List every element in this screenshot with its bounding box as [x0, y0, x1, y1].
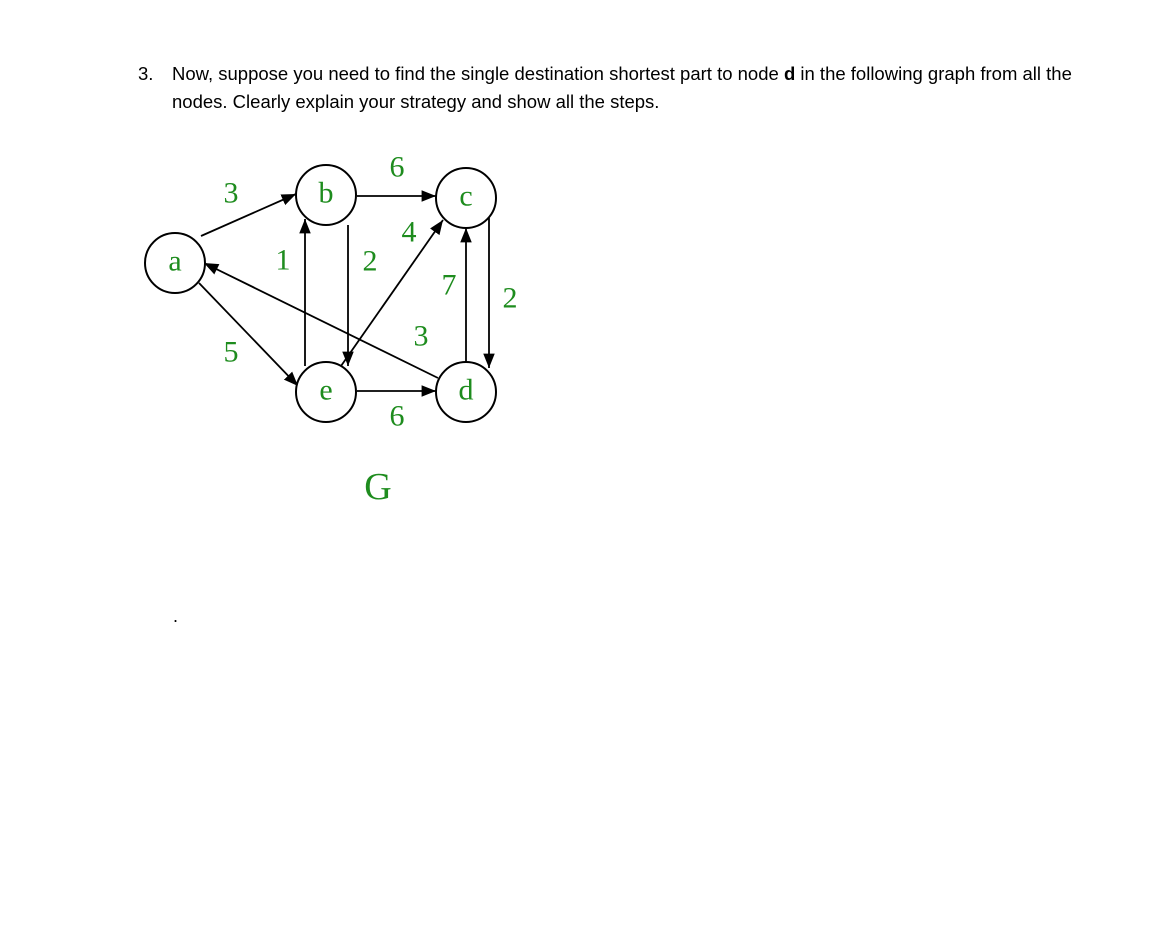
- edge-d-a: [204, 263, 438, 378]
- trailing-mark: .: [173, 606, 179, 626]
- edge-weight-e-b: 1: [275, 243, 291, 277]
- node-label-d: d: [458, 373, 474, 407]
- node-label-b: b: [318, 176, 334, 210]
- graph-caption: G: [364, 466, 392, 508]
- edge-weight-a-e: 5: [223, 335, 239, 369]
- node-label-e: e: [319, 373, 333, 407]
- edge-weight-d-c: 7: [441, 268, 457, 302]
- node-d: [436, 362, 496, 422]
- edge-weight-e-d: 6: [389, 399, 405, 433]
- question-text-after: in the following graph from all the nodes. Clearly explain your strategy and show all the steps.: [172, 63, 1072, 112]
- edge-weight-e-c: 4: [401, 215, 417, 249]
- node-b: [296, 165, 356, 225]
- node-label-a: a: [168, 244, 182, 278]
- question-number: 3.: [138, 63, 154, 84]
- edge-weight-b-c: 6: [389, 150, 405, 184]
- edge-a-e: [199, 283, 298, 386]
- question-text-before: Now, suppose you need to find the single destination shortest part to node: [172, 63, 784, 84]
- edge-weight-a-b: 3: [223, 176, 239, 210]
- edge-weight-b-e: 2: [362, 244, 378, 278]
- node-e: [296, 362, 356, 422]
- edge-weight-d-a: 3: [413, 319, 429, 353]
- node-c: [436, 168, 496, 228]
- edge-weight-c-d: 2: [502, 281, 518, 315]
- node-a: [145, 233, 205, 293]
- question-bold-node: d: [783, 63, 796, 84]
- edge-a-b: [201, 194, 296, 236]
- node-label-c: c: [459, 179, 473, 213]
